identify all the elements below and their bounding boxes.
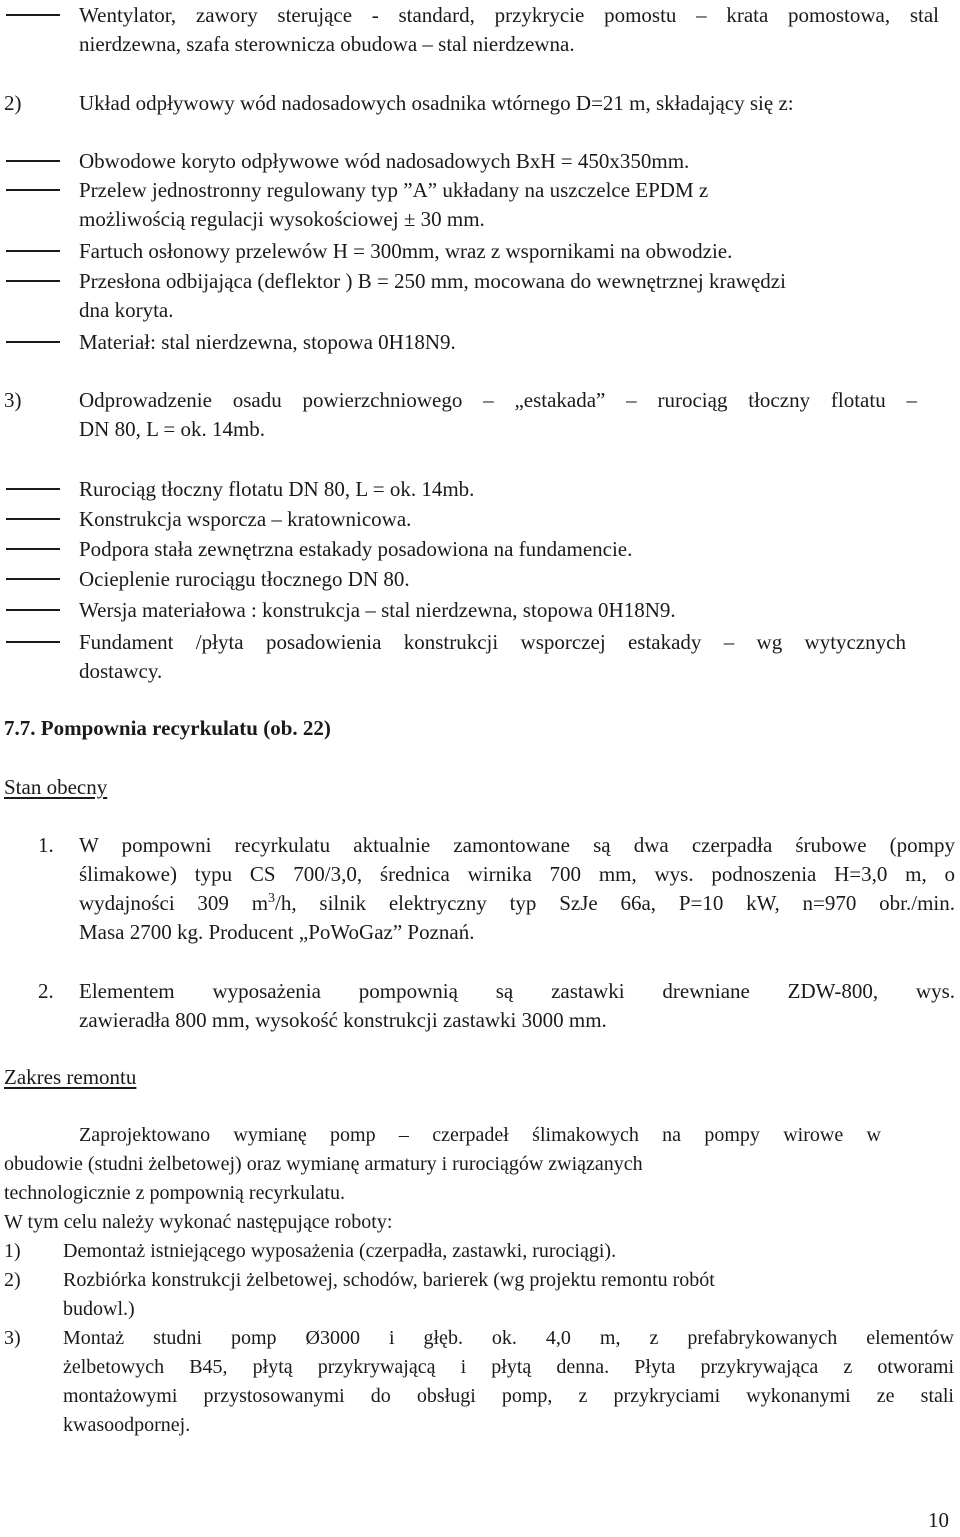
dash-bullet [6,609,60,611]
paragraph-line [79,888,955,918]
dash-bullet [6,641,60,643]
list-item-line: montażowymi przystosowanymi do obsługi pomp, z przykryciami wykonanymi ze stali [63,1385,954,1407]
list-item-line: Rozbiórka konstrukcji żelbetowej, schodów, barierek (wg projektu remontu robót [63,1269,715,1291]
text-fragment: wydajności 309 m [79,891,269,915]
list-item-line: Ocieplenie rurociągu tłocznego DN 80. [79,567,410,591]
section-number: 2) [4,91,22,115]
list-item-line: Konstrukcja wsporcza – kratownicowa. [79,507,412,531]
paragraph-line: W tym celu należy wykonać następujące roboty: [4,1211,393,1233]
list-item-line: budowl.) [63,1298,135,1320]
list-item-line: Wersja materiałowa : konstrukcja – stal nierdzewna, stopowa 0H18N9. [79,598,676,622]
list-item-line: Przesłona odbijająca (deflektor ) B = 250 mm, mocowana do wewnętrznej krawędzi [79,269,786,293]
list-item-line: Obwodowe koryto odpływowe wód nadosadowych BxH = 450x350mm. [79,149,690,173]
list-item-line: Montaż studni pomp Ø3000 i głęb. ok. 4,0 m, z prefabrykowanych elementów [63,1327,954,1349]
superscript: 3 [268,891,276,906]
paragraph-line: Elementem wyposażenia pompownią są zastawki drewniane ZDW-800, wys. [79,979,955,1003]
list-item-line: dna koryta. [79,298,174,322]
section-number: 3) [4,388,22,412]
list-item-line: kwasoodpornej. [63,1414,191,1436]
paragraph-line: zawieradła 800 mm, wysokość konstrukcji zastawki 3000 mm. [79,1008,607,1032]
list-item-line: Przelew jednostronny regulowany typ ”A” układany na uszczelce EPDM z [79,178,709,202]
list-item-line: Demontaż istniejącego wyposażenia (czerpadła, zastawki, rurociągi). [63,1240,617,1262]
dash-bullet [6,548,60,550]
list-item-line: dostawcy. [79,659,163,683]
section-text: Odprowadzenie osadu powierzchniowego – „estakada” – rurociąg tłoczny flotatu – [79,388,917,412]
section-text: DN 80, L = ok. 14mb. [79,417,266,441]
paragraph-line: technologicznie z pompownią recyrkulatu. [4,1182,345,1204]
paragraph-number: 2. [38,979,54,1003]
list-item-line: Podpora stała zewnętrzna estakady posadowiona na fundamencie. [79,537,633,561]
list-item-line: Fundament /płyta posadowienia konstrukcji wsporczej estakady – wg wytycznych [79,630,906,654]
dash-bullet [6,518,60,520]
dash-bullet [6,280,60,282]
dash-bullet [6,250,60,252]
paragraph-line: Zaprojektowano wymianę pomp – czerpadeł ślimakowych na pompy wirowe w [79,1124,881,1146]
list-item-line: Wentylator, zawory sterujące - standard, przykrycie pomostu – krata pomostowa, stal [79,3,939,27]
paragraph-line: W pompowni recyrkulatu aktualnie zamontowane są dwa czerpadła śrubowe (pompy [79,833,955,857]
list-number: 2) [4,1269,21,1291]
page-number: 10 [928,1508,949,1532]
dash-bullet [6,488,60,490]
list-number: 3) [4,1327,21,1349]
section-text: Układ odpływowy wód nadosadowych osadnika wtórnego D=21 m, składający się z: [79,91,794,115]
list-item-line: możliwością regulacji wysokościowej ± 30 mm. [79,207,485,231]
paragraph-number: 1. [38,833,54,857]
text-fragment: /h, silnik elektryczny typ SzJe 66a, P=10 kW, n=970 obr./min. [275,891,956,915]
dash-bullet [6,160,60,162]
dash-bullet [6,14,60,16]
paragraph-line: obudowie (studni żelbetowej) oraz wymianę armatury i rurociągów związanych [4,1153,643,1175]
dash-bullet [6,578,60,580]
list-item-line: żelbetowych B45, płytą przykrywającą i płytą denna. Płyta przykrywająca z otworami [63,1356,954,1378]
paragraph-line: Masa 2700 kg. Producent „PoWoGaz” Poznań. [79,920,475,944]
list-item-line: nierdzewna, szafa sterownicza obudowa – stal nierdzewna. [79,32,575,56]
list-item-line: Rurociąg tłoczny flotatu DN 80, L = ok. 14mb. [79,477,475,501]
list-item-line: Materiał: stal nierdzewna, stopowa 0H18N9. [79,330,456,354]
dash-bullet [6,189,60,191]
list-number: 1) [4,1240,21,1262]
paragraph-line: ślimakowe) typu CS 700/3,0, średnica wirnika 700 mm, wys. podnoszenia H=3,0 m, o [79,862,955,886]
section-heading: 7.7. Pompownia recyrkulatu (ob. 22) [4,716,331,740]
dash-bullet [6,341,60,343]
subsection-title: Zakres remontu [4,1065,137,1089]
list-item-line: Fartuch osłonowy przelewów H = 300mm, wraz z wspornikami na obwodzie. [79,239,733,263]
subsection-title: Stan obecny [4,775,108,799]
